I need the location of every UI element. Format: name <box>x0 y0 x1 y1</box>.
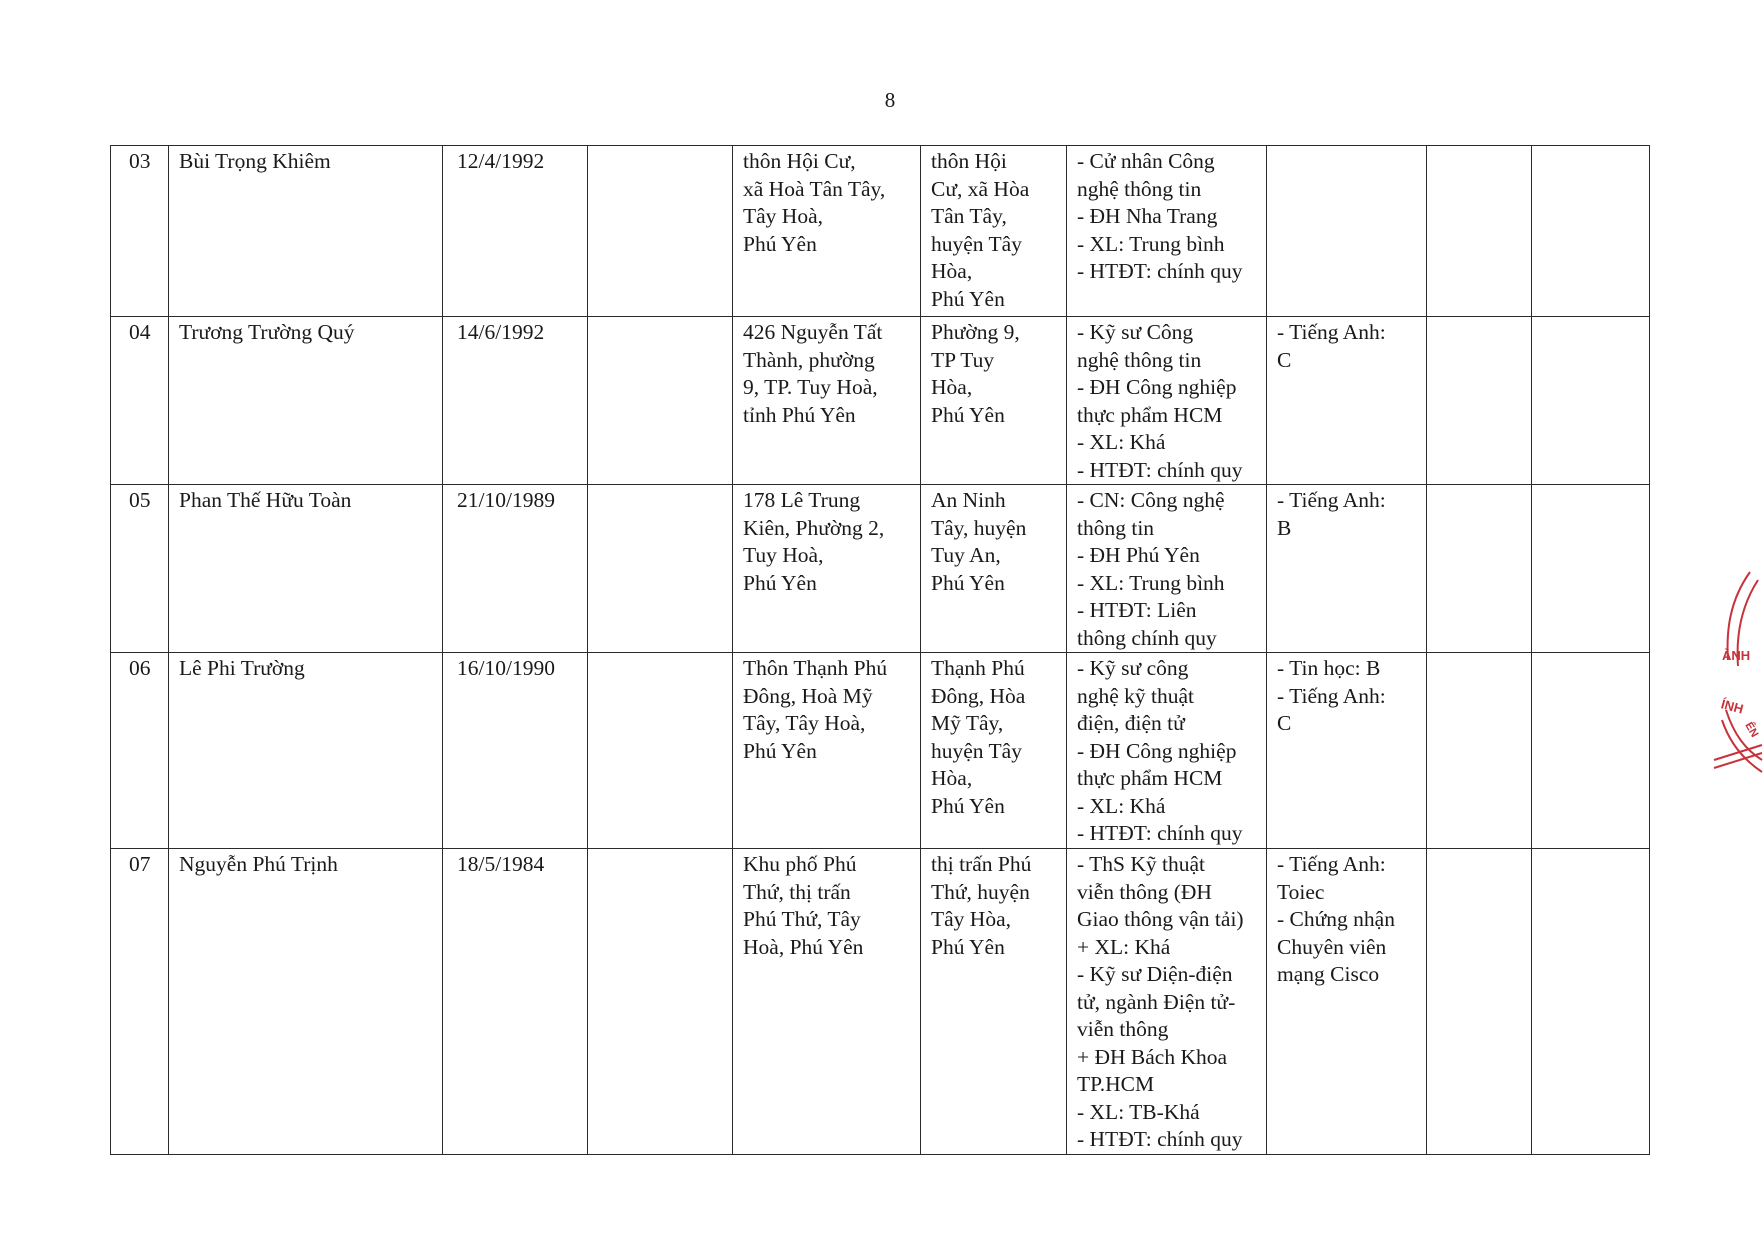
row-number-cell: 03 <box>111 146 169 317</box>
empty-cell <box>588 317 733 485</box>
row-number-cell: 06 <box>111 653 169 849</box>
row-number-cell: 07 <box>111 849 169 1155</box>
residence-address-cell: thôn Hội Cư, xã Hoà Tân Tây, Tây Hoà, Phú Yên <box>733 146 921 317</box>
residence-address-cell: Khu phố Phú Thứ, thị trấn Phú Thứ, Tây Hoà, Phú Yên <box>733 849 921 1155</box>
residence-address-cell: 178 Lê Trung Kiên, Phường 2, Tuy Hoà, Phú Yên <box>733 485 921 653</box>
full-name-cell: Lê Phi Trường <box>169 653 443 849</box>
education-cell: - Kỹ sư Công nghệ thông tin - ĐH Công nghiệp thực phẩm HCM - XL: Khá - HTĐT: chính quy <box>1067 317 1267 485</box>
stamp-fragment-1: ÀNH <box>1722 648 1751 663</box>
empty-cell <box>1427 485 1532 653</box>
empty-cell <box>1427 317 1532 485</box>
page-number: 8 <box>884 88 896 112</box>
table-row <box>111 317 1650 485</box>
table-row <box>111 653 1650 849</box>
birth-date-cell: 16/10/1990 <box>443 653 588 849</box>
education-cell: - ThS Kỹ thuật viễn thông (ĐH Giao thông vận tải) + XL: Khá - Kỹ sư Diện-điện tử, ngành Điện tử- viễn thông + ĐH Bách Khoa TP.HCM - XL: TB-Khá - HTĐT: chính quy <box>1067 849 1267 1155</box>
residence-address-cell: 426 Nguyễn Tất Thành, phường 9, TP. Tuy Hoà, tỉnh Phú Yên <box>733 317 921 485</box>
hometown-cell: thị trấn Phú Thứ, huyện Tây Hòa, Phú Yên <box>921 849 1067 1155</box>
residence-address-cell: Thôn Thạnh Phú Đông, Hoà Mỹ Tây, Tây Hoà, Phú Yên <box>733 653 921 849</box>
full-name-cell: Phan Thế Hữu Toàn <box>169 485 443 653</box>
hometown-cell: An Ninh Tây, huyện Tuy An, Phú Yên <box>921 485 1067 653</box>
row-number-cell: 04 <box>111 317 169 485</box>
empty-cell <box>588 146 733 317</box>
education-cell: - CN: Công nghệ thông tin - ĐH Phú Yên - XL: Trung bình - HTĐT: Liên thông chính quy <box>1067 485 1267 653</box>
certificates-cell: - Tiếng Anh: C <box>1267 317 1427 485</box>
hometown-cell: thôn Hội Cư, xã Hòa Tân Tây, huyện Tây Hòa, Phú Yên <box>921 146 1067 317</box>
certificates-cell: - Tiếng Anh: B <box>1267 485 1427 653</box>
table-row <box>111 849 1650 1155</box>
empty-cell <box>1427 849 1532 1155</box>
red-seal-stamp <box>1700 560 1764 780</box>
certificates-cell: - Tiếng Anh: Toiec - Chứng nhận Chuyên viên mạng Cisco <box>1267 849 1427 1155</box>
empty-cell <box>1532 317 1650 485</box>
education-cell: - Cử nhân Công nghệ thông tin - ĐH Nha Trang - XL: Trung bình - HTĐT: chính quy <box>1067 146 1267 317</box>
certificates-cell <box>1267 146 1427 317</box>
full-name-cell: Bùi Trọng Khiêm <box>169 146 443 317</box>
birth-date-cell: 18/5/1984 <box>443 849 588 1155</box>
empty-cell <box>588 485 733 653</box>
candidate-table <box>110 145 1650 1155</box>
birth-date-cell: 12/4/1992 <box>443 146 588 317</box>
certificates-cell: - Tin học: B - Tiếng Anh: C <box>1267 653 1427 849</box>
table-row <box>111 485 1650 653</box>
stamp-fragment-3: ÊN <box>1742 720 1761 740</box>
empty-cell <box>1532 849 1650 1155</box>
empty-cell <box>1532 485 1650 653</box>
birth-date-cell: 21/10/1989 <box>443 485 588 653</box>
table-row <box>111 146 1650 317</box>
row-number-cell: 05 <box>111 485 169 653</box>
empty-cell <box>1532 653 1650 849</box>
empty-cell <box>588 653 733 849</box>
birth-date-cell: 14/6/1992 <box>443 317 588 485</box>
full-name-cell: Trương Trường Quý <box>169 317 443 485</box>
full-name-cell: Nguyễn Phú Trịnh <box>169 849 443 1155</box>
hometown-cell: Thạnh Phú Đông, Hòa Mỹ Tây, huyện Tây Hòa, Phú Yên <box>921 653 1067 849</box>
empty-cell <box>1427 146 1532 317</box>
education-cell: - Kỹ sư công nghệ kỹ thuật điện, điện tử - ĐH Công nghiệp thực phẩm HCM - XL: Khá - HTĐT: chính quy <box>1067 653 1267 849</box>
empty-cell <box>1427 653 1532 849</box>
stamp-fragment-2: ÍNH <box>1719 696 1746 717</box>
empty-cell <box>588 849 733 1155</box>
empty-cell <box>1532 146 1650 317</box>
hometown-cell: Phường 9, TP Tuy Hòa, Phú Yên <box>921 317 1067 485</box>
